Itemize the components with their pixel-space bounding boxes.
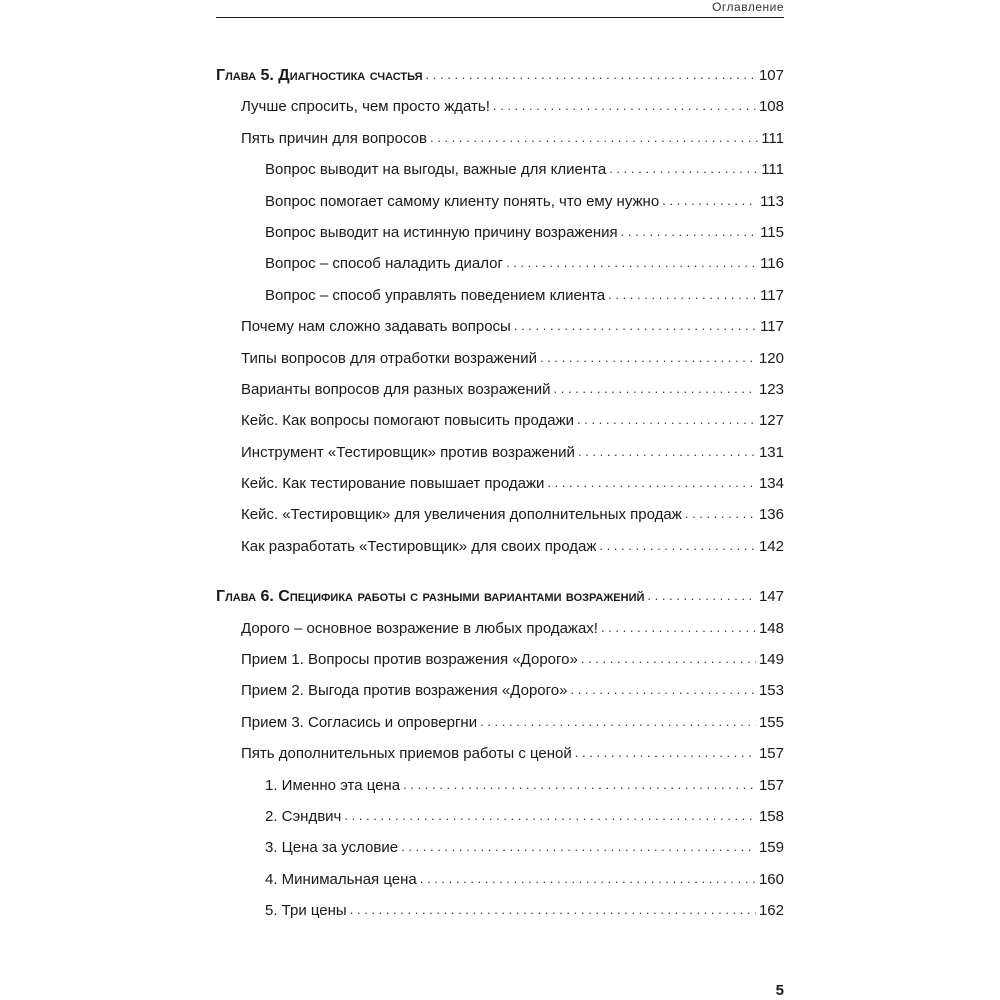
dot-leader	[608, 285, 757, 305]
dot-leader	[662, 191, 757, 211]
toc-entry	[216, 650, 784, 681]
toc-entry	[216, 901, 784, 932]
toc-entry-title: Прием 3. Согласись и опровергни	[241, 713, 478, 731]
dot-leader	[420, 869, 756, 889]
dot-leader	[403, 775, 756, 795]
toc-entry-page: 123	[758, 380, 784, 398]
toc-entry-page: 158	[758, 807, 784, 825]
toc-entry	[216, 160, 784, 191]
dot-leader	[344, 806, 756, 826]
dot-leader	[647, 586, 756, 606]
toc-entry-page: 148	[758, 619, 784, 637]
dot-leader	[601, 618, 756, 638]
toc-entry-page: 149	[758, 651, 784, 669]
chapter-heading	[216, 587, 784, 618]
toc-entry	[216, 537, 784, 568]
toc-entry	[216, 192, 784, 223]
toc-entry	[216, 411, 784, 442]
dot-leader	[609, 159, 758, 179]
dot-leader	[401, 837, 756, 857]
toc-entry-title: Пять причин для вопросов	[241, 129, 427, 147]
toc-entry-page: 160	[758, 870, 784, 888]
toc-entry	[216, 286, 784, 317]
toc-entry-title: Как разработать «Тестировщик» для своих продаж	[241, 537, 597, 555]
dot-leader	[578, 442, 756, 462]
toc-entry-page: 111	[761, 161, 784, 179]
toc-entry-page: 142	[758, 537, 784, 555]
toc-entry-title: 5. Три цены	[265, 902, 347, 920]
chapter-heading	[216, 66, 784, 97]
dot-leader	[581, 649, 756, 669]
chapter-5-block	[216, 66, 784, 568]
toc-entry-title: Пять дополнительных приемов работы с ценой	[241, 745, 572, 763]
toc-entry-title: Прием 2. Выгода против возражения «Дорого»	[241, 682, 568, 700]
toc-entry-page: 115	[760, 223, 784, 241]
dot-leader	[480, 712, 756, 732]
toc-entry-page: 120	[758, 349, 784, 367]
toc-entry-title: Глава 6. Специфика работы с разными вариантами возражений	[216, 588, 645, 606]
toc-entry-title: Почему нам сложно задавать вопросы	[241, 318, 511, 336]
toc-entry-page: 157	[758, 745, 784, 763]
dot-leader	[430, 128, 758, 148]
toc-entry-title: Инструмент «Тестировщик» против возражений	[241, 443, 575, 461]
toc-entry-title: Прием 1. Вопросы против возражения «Дорого»	[241, 651, 578, 669]
dot-leader	[554, 379, 756, 399]
dot-leader	[493, 96, 756, 116]
toc-entry-title: 4. Минимальная цена	[265, 870, 417, 888]
toc-entry-page: 157	[758, 776, 784, 794]
toc-entry	[216, 380, 784, 411]
toc-entry-page: 117	[760, 286, 784, 304]
toc-entry-title: Дорого – основное возражение в любых продажах!	[241, 619, 598, 637]
toc-entry-title: Вопрос выводит на выгоды, важные для клиента	[265, 161, 607, 179]
toc-entry-page: 136	[758, 506, 784, 524]
dot-leader	[685, 504, 756, 524]
toc-entry	[216, 505, 784, 536]
toc-entry	[216, 870, 784, 901]
dot-leader	[577, 410, 756, 430]
toc-entry-title: Вопрос выводит на истинную причину возражения	[265, 223, 618, 241]
toc-entry-page: 113	[760, 192, 784, 210]
toc-entry	[216, 619, 784, 650]
toc-entry-title: Вопрос помогает самому клиенту понять, что ему нужно	[265, 192, 660, 210]
toc-entry	[216, 443, 784, 474]
dot-leader	[350, 900, 756, 920]
toc-entry-title: Варианты вопросов для разных возражений	[241, 380, 551, 398]
toc-entry-page: 111	[761, 129, 784, 147]
toc-entry-title: Глава 5. Диагностика счастья	[216, 67, 423, 84]
toc-entry-page: 127	[758, 412, 784, 430]
dot-leader	[514, 316, 757, 336]
toc-entry-title: Лучше спросить, чем просто ждать!	[241, 98, 490, 116]
toc-entry-title: Кейс. «Тестировщик» для увеличения дополнительных продаж	[241, 506, 682, 524]
toc-entry-page: 155	[758, 713, 784, 731]
dot-leader	[575, 743, 756, 763]
toc-entry	[216, 776, 784, 807]
toc-entry-page: 131	[758, 443, 784, 461]
toc-entry	[216, 129, 784, 160]
toc-entry-title: 2. Сэндвич	[265, 807, 342, 825]
toc-entry	[216, 681, 784, 712]
header-rule	[216, 17, 784, 18]
chapter-6-block	[216, 587, 784, 932]
toc-entry-page: 116	[760, 255, 784, 273]
toc-entry	[216, 807, 784, 838]
toc-entry	[216, 254, 784, 285]
toc-entry-title: Вопрос – способ управлять поведением клиента	[265, 286, 606, 304]
toc-entry-page: 153	[758, 682, 784, 700]
toc-entry-title: Кейс. Как вопросы помогают повысить продажи	[241, 412, 574, 430]
toc-entry-page: 162	[758, 902, 784, 920]
table-of-contents	[216, 66, 784, 952]
page-number: 5	[775, 982, 784, 999]
dot-leader	[599, 536, 756, 556]
toc-entry-title: Вопрос – способ наладить диалог	[265, 255, 503, 273]
toc-entry-title: Типы вопросов для отработки возражений	[241, 349, 537, 367]
dot-leader	[426, 65, 756, 85]
toc-entry-page: 159	[758, 839, 784, 857]
toc-entry	[216, 713, 784, 744]
dot-leader	[506, 253, 757, 273]
dot-leader	[570, 680, 756, 700]
toc-entry-page: 107	[758, 67, 784, 84]
dot-leader	[621, 222, 757, 242]
dot-leader	[547, 473, 756, 493]
dot-leader	[540, 348, 756, 368]
toc-entry	[216, 97, 784, 128]
toc-entry	[216, 838, 784, 869]
toc-entry-title: 1. Именно эта цена	[265, 776, 401, 794]
toc-entry	[216, 474, 784, 505]
toc-entry-title: Кейс. Как тестирование повышает продажи	[241, 475, 545, 493]
toc-entry-page: 147	[758, 588, 784, 606]
toc-entry-page: 108	[758, 98, 784, 116]
running-head: Оглавление	[712, 0, 784, 14]
toc-entry	[216, 349, 784, 380]
toc-entry	[216, 223, 784, 254]
toc-entry-title: 3. Цена за условие	[265, 839, 399, 857]
toc-entry	[216, 317, 784, 348]
toc-entry-page: 117	[760, 318, 784, 336]
toc-entry	[216, 744, 784, 775]
toc-entry-page: 134	[758, 475, 784, 493]
